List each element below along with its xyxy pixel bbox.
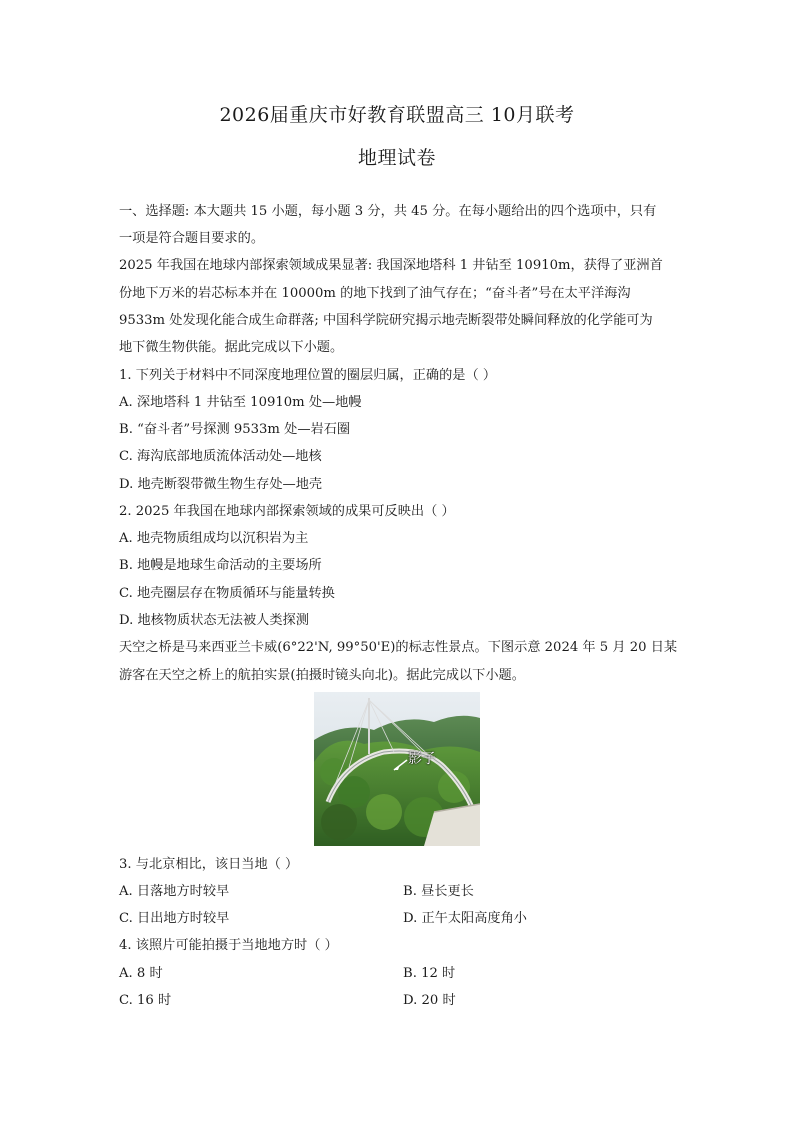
shadow-label: 影子 bbox=[408, 751, 436, 767]
q4-option-d: D. 20 时 bbox=[403, 993, 456, 1008]
exam-subtitle: 地理试卷 bbox=[357, 147, 436, 169]
q1-option-b: B. “奋斗者”号探测 9533m 处—岩石圈 bbox=[119, 422, 351, 437]
q2-option-a: A. 地壳物质组成均以沉积岩为主 bbox=[119, 531, 309, 546]
q1-stem: 1. 下列关于材料中不同深度地理位置的圈层归属，正确的是（ ） bbox=[119, 368, 497, 383]
q3-option-c: C. 日出地方时较早 bbox=[119, 911, 230, 926]
passage2-line-1: 天空之桥是马来西亚兰卡威(6°22'N, 99°50'E)的标志性景点。下图示意 2024 年 5 月 20 日某 bbox=[119, 640, 678, 655]
q2-stem: 2. 2025 年我国在地球内部探索领域的成果可反映出（ ） bbox=[119, 504, 455, 519]
q2-option-d: D. 地核物质状态无法被人类探测 bbox=[119, 613, 309, 628]
section-header-line-1: 一、选择题: 本大题共 15 小题，每小题 3 分，共 45 分。在每小题给出的四个选项中，只有 bbox=[119, 204, 657, 219]
passage1-line-3: 9533m 处发现化能合成生命群落; 中国科学院研究揭示地壳断裂带处瞬间释放的化学能可为 bbox=[119, 313, 653, 328]
q4-option-c: C. 16 时 bbox=[119, 993, 172, 1008]
passage1-line-2: 份地下万米的岩芯标本并在 10000m 的地下找到了油气存在；“奋斗者”号在太平洋海沟 bbox=[119, 286, 631, 301]
q3-option-d: D. 正午太阳高度角小 bbox=[403, 911, 527, 926]
exam-title: 2026届重庆市好教育联盟高三 10月联考 bbox=[219, 104, 575, 126]
q4-option-a: A. 8 时 bbox=[119, 966, 163, 981]
q1-option-d: D. 地壳断裂带微生物生存处—地壳 bbox=[119, 477, 323, 492]
q1-option-c: C. 海沟底部地质流体活动处—地核 bbox=[119, 449, 322, 464]
q3-stem: 3. 与北京相比，该日当地（ ） bbox=[119, 857, 299, 872]
q3-option-a: A. 日落地方时较早 bbox=[119, 884, 230, 899]
q4-stem: 4. 该照片可能拍摄于当地地方时（ ） bbox=[119, 938, 338, 953]
passage1-line-1: 2025 年我国在地球内部探索领域成果显著: 我国深地塔科 1 井钻至 10910m，获得了亚洲首 bbox=[119, 258, 663, 273]
section-header-line-2: 一项是符合题目要求的。 bbox=[119, 231, 265, 246]
q4-option-b: B. 12 时 bbox=[403, 966, 456, 981]
passage1-line-4: 地下微生物供能。据此完成以下小题。 bbox=[119, 340, 344, 355]
q3-option-b: B. 昼长更长 bbox=[403, 884, 474, 899]
q1-option-a: A. 深地塔科 1 井钻至 10910m 处—地幔 bbox=[119, 395, 362, 410]
q2-option-c: C. 地壳圈层存在物质循环与能量转换 bbox=[119, 586, 335, 601]
sky-bridge-illustration bbox=[314, 692, 480, 846]
passage2-line-2: 游客在天空之桥上的航拍实景(拍摄时镜头向北)。据此完成以下小题。 bbox=[119, 668, 525, 683]
q2-option-b: B. 地幔是地球生命活动的主要场所 bbox=[119, 558, 322, 573]
sky-bridge-photo bbox=[314, 692, 480, 846]
